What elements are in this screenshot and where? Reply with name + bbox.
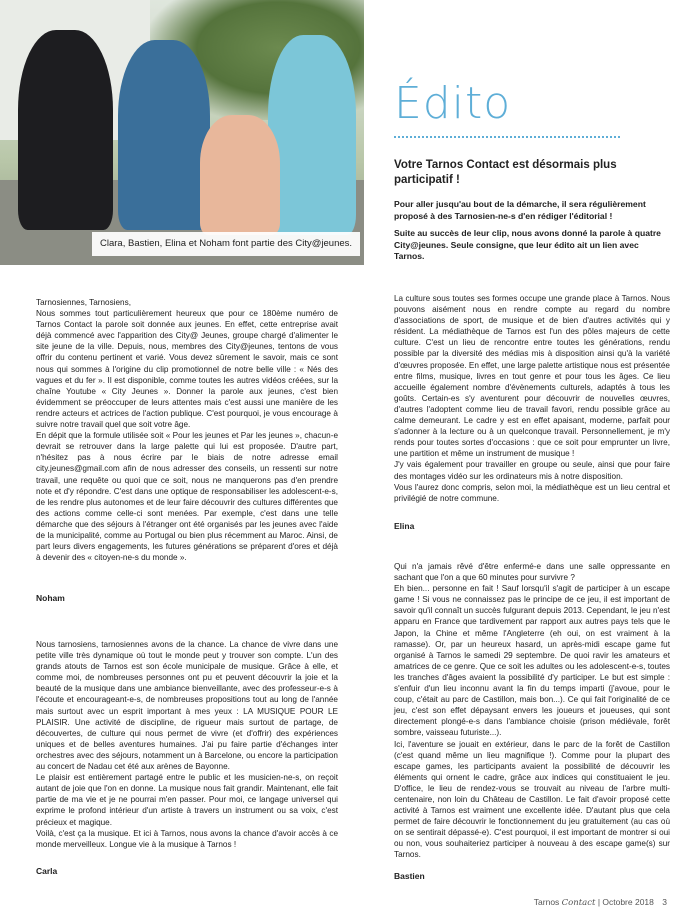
cover-photo [0,0,364,265]
paragraph: Nous tarnosiens, tarnosiennes avons de la chance. La chance de vivre dans une petite ville très dynamique où tout le monde peut y trouver son compte. L'un des grands atouts de Tarnos est son école municipale de musique. Grâce à elle, et comme moi, de nombreuses personnes ont pu et peuvent découvrir la joie et la beauté de la musique dans une ambiance bienveillante, avec des professeur-e-s à l'écoute et encourageant-e-s, de nombreuses propositions tout au long de l'année mais surtout avec un esprit important à mes yeux : LA MUSIQUE POUR LE PLAISIR. Une activité de discipline, de rigueur mais surtout de partage, de découvertes, de culture qui nous permet de vivre (et d'offrir) des expériences uniques et de belles aventures humaines. J'ai pu faire partie d'échanges inter orchestres avec des séjours, notamment un à Barcelone, ou encore la participation au concert de Nadau cet été aux arènes de Bayonne. [36,640,338,772]
photo-person-clara [18,30,113,230]
signature-noham: Noham [36,593,65,603]
paragraph: J'y vais également pour travailler en groupe ou seule, ainsi que pour faire des montages vidéo sur les ordinateurs mis à notre disposition. [394,460,670,481]
paragraph: Le plaisir est entièrement partagé entre le public et les musicien-ne-s, on reçoit autant de joie que l'on en donne. La musique nous fait grandir. Maintenant, elle fait partie de ma vie et je ne pourrai m'en passer. Pour moi, ce langage universel qui exprime le profond intérieur d'un artiste à travers un instrument ou sa voix, c'est précieux et magique. [36,773,338,827]
intro-paragraph: Pour aller jusqu'au bout de la démarche, il sera régulièrement proposé à des Tarnosien-ne-s d'en rédiger l'éditorial ! [394,199,646,221]
signature-bastien: Bastien [394,871,425,881]
article-bastien [394,561,670,861]
paragraph: La culture sous toutes ses formes occupe une grande place à Tarnos. Nous pouvons aisément nous en rendre compte au regard du nombre d'associations de sport, de musique et de bien d'autres activités qui y résident. La médiathèque de Tarnos est l'un des pôles majeurs de cette culture. C'est un lieu de rencontre entre toutes les générations, rendu possible par la diversité des médias mis à disposition ainsi qu'à la variété d'œuvres proposée. En effet, une large palette artistique nous est présentée entre films, musique, livres en tout genre et pour tous les âges. Ce lieu accueille également nombre d'évènements culturels, adaptés à tous les goûts. Certain-es s'y aventurent pour découvrir de nouvelles œuvres, d'autres l'adoptent comme lieu de travail favori, rendu possible grâce au calme demeurant. Le cadre y est en effet apaisant, moderne, parfait pour s'adonner à la lecture ou à un quelconque travail. Personnellement, je m'y rends pour toutes sortes d'occasions : que ce soit pour emprunter un livre, une partition et même un instrument de musique ! [394,294,670,459]
signature-elina: Elina [394,521,415,531]
paragraph: Ici, l'aventure se jouait en extérieur, dans le parc de la forêt de Castillon (c'est quand même un lieu magnifique !). Comme pour la plupart des escape games, les participants avaient la possibilité de découvrir les éléments qui ornent le cadre, grâce aux indices qui constituaient le jeu. D'office, le lieu de rendez-vous se trouvait au niveau de l'arbre multi-centenaire, non loin du Château de Castillon. Le fait d'avoir proposé cette activité à Tarnos est vraiment une excellente idée. D'autant plus que cela permet de faire découvrir le fonctionnement du jeu gratuitement (au cas où on se sentirait dépassé-e). C'est pourquoi, il est important de montrer si oui ou non, vous souhaiteriez participer à nouveau à des escape game(s) sur Tarnos. [394,739,670,860]
paragraph: Tarnosiennes, Tarnosiens, [36,298,131,307]
title-divider [394,136,620,138]
footer-brand: Contact [561,898,596,908]
photo-person-elina [200,115,280,235]
intro [394,199,670,269]
signature-carla: Carla [36,866,58,876]
photo-caption: Clara, Bastien, Elina et Noham font partie des City@jeunes. [92,232,360,256]
paragraph: Qui n'a jamais rêvé d'être enfermé-e dans une salle oppressante en sachant que l'on a que 60 minutes pour survivre ? [394,562,670,583]
paragraph: Eh bien... personne en fait ! Sauf lorsqu'il s'agit de participer à un escape game ! Si vous ne connaissez pas le principe de ce jeu, il est important de savoir qu'il connaît un succès fulgurant depuis 2013. Cependant, le jeu n'est apparu en France que tardivement par rapport aux autres pays tels que le Japon, la Chine et même l'Angleterre (eh oui, on est vraiment à la ramasse). Or, par un heureux hasard, un après-midi escape game fut organisé à Tarnos le samedi 29 septembre. De quoi ravir les amateurs et amatrices de ce genre. Que ce soit les adultes ou les adolescent-e-s, toutes les tranches d'âges avaient la possibilité d'y participer. Le but est simple : s'enfuir d'un lieu inconnu avant la fin du temps imparti (j'avoue, pour le coup, c'était au parc de Castillon, mais bon...). Ce qui fait l'originalité de ce jeu, c'est son effet dépaysant envers les joueurs et joueuses, qui sont directement plongé-e-s dans l'ambiance choisie (prison médiévale, forêt sombre, vaisseau futuriste...). [394,584,670,738]
photo-person-bastien [118,40,210,230]
page-title: Édito [394,78,512,129]
page-footer [534,897,667,908]
paragraph: Nous sommes tout particulièrement heureux que pour ce 180ème numéro de Tarnos Contact la parole soit donnée aux jeunes. En effet, cette entreprise avait déjà commencé avec l'apparition des City@ Jeunes, groupe chargé d'alimenter le site jeune de la ville. Depuis, nous, membres des City@jeunes, tentons de vous offrir du contenu pertinent et varié. Vous devez sûrement le savoir, mais ce sont nous qui sommes à l'origine du clip promotionnel de notre belle ville : « Nés des vagues et du fer ». Il est disponible, comme toutes les autres vidéos créées, sur la chaîne Youtube « City Jeunes ». Donner la parole aux jeunes, c'est bien évidemment se préoccuper de leurs attentes mais c'est aussi une manière de les rendre acteurs et actrices de l'action publique. C'est pourquoi, je vous encourage à suivre notre travail quel que soit votre âge. [36,309,338,430]
paragraph: Voilà, c'est ça la musique. Et ici à Tarnos, nous avons la chance d'avoir accès à ce monde merveilleux. Longue vie à la musique à Tarnos ! [36,828,338,849]
article-elina [394,293,670,504]
article-carla [36,639,338,850]
page-number: 3 [662,897,667,907]
paragraph: Vous l'aurez donc compris, selon moi, la médiathèque est un lieu central et privilégié de notre commune. [394,482,670,503]
photo-person-noham [268,35,356,235]
footer-issue: | Octobre 2018 [597,897,654,907]
article-noham [36,297,338,563]
subhead: Votre Tarnos Contact est désormais plus participatif ! [394,159,617,186]
footer-publication: Tarnos [533,897,560,907]
paragraph: En dépit que la formule utilisée soit « Pour les jeunes et Par les jeunes », chacun-e devrait se retrouver dans la large palette qui lui est proposée. D'autre part, n'hésitez pas à nous écrire par le biais de notre adresse email city.jeunes@gmail.com afin de nous adresser des conseils, un ressenti sur notre travail, une requête ou quoi que ce soit, nous ne manquerons pas d'en prendre note et d'y répondre. C'est dans une optique de responsabiliser les adolescent-e-s, de les rendre plus autonomes et de leur faire découvrir des cultures différentes que des actions comme celle-ci sont menées. Par exemple, c'est dans une telle démarche que des séjours à l'étranger ont été organisés par les jeunes avec l'aide de la municipalité, comme au Portugal ou bien plus récemment au Maroc. Ainsi, de part leurs divers engagements, les futures générations se préparent d'ores et déjà à devenir des « citoyen-ne-s du monde ». [36,431,338,563]
intro-paragraph: Suite au succès de leur clip, nous avons donné la parole à quatre City@jeunes. Seule consigne, que leur édito ait un lien avec Tarnos. [394,228,661,261]
